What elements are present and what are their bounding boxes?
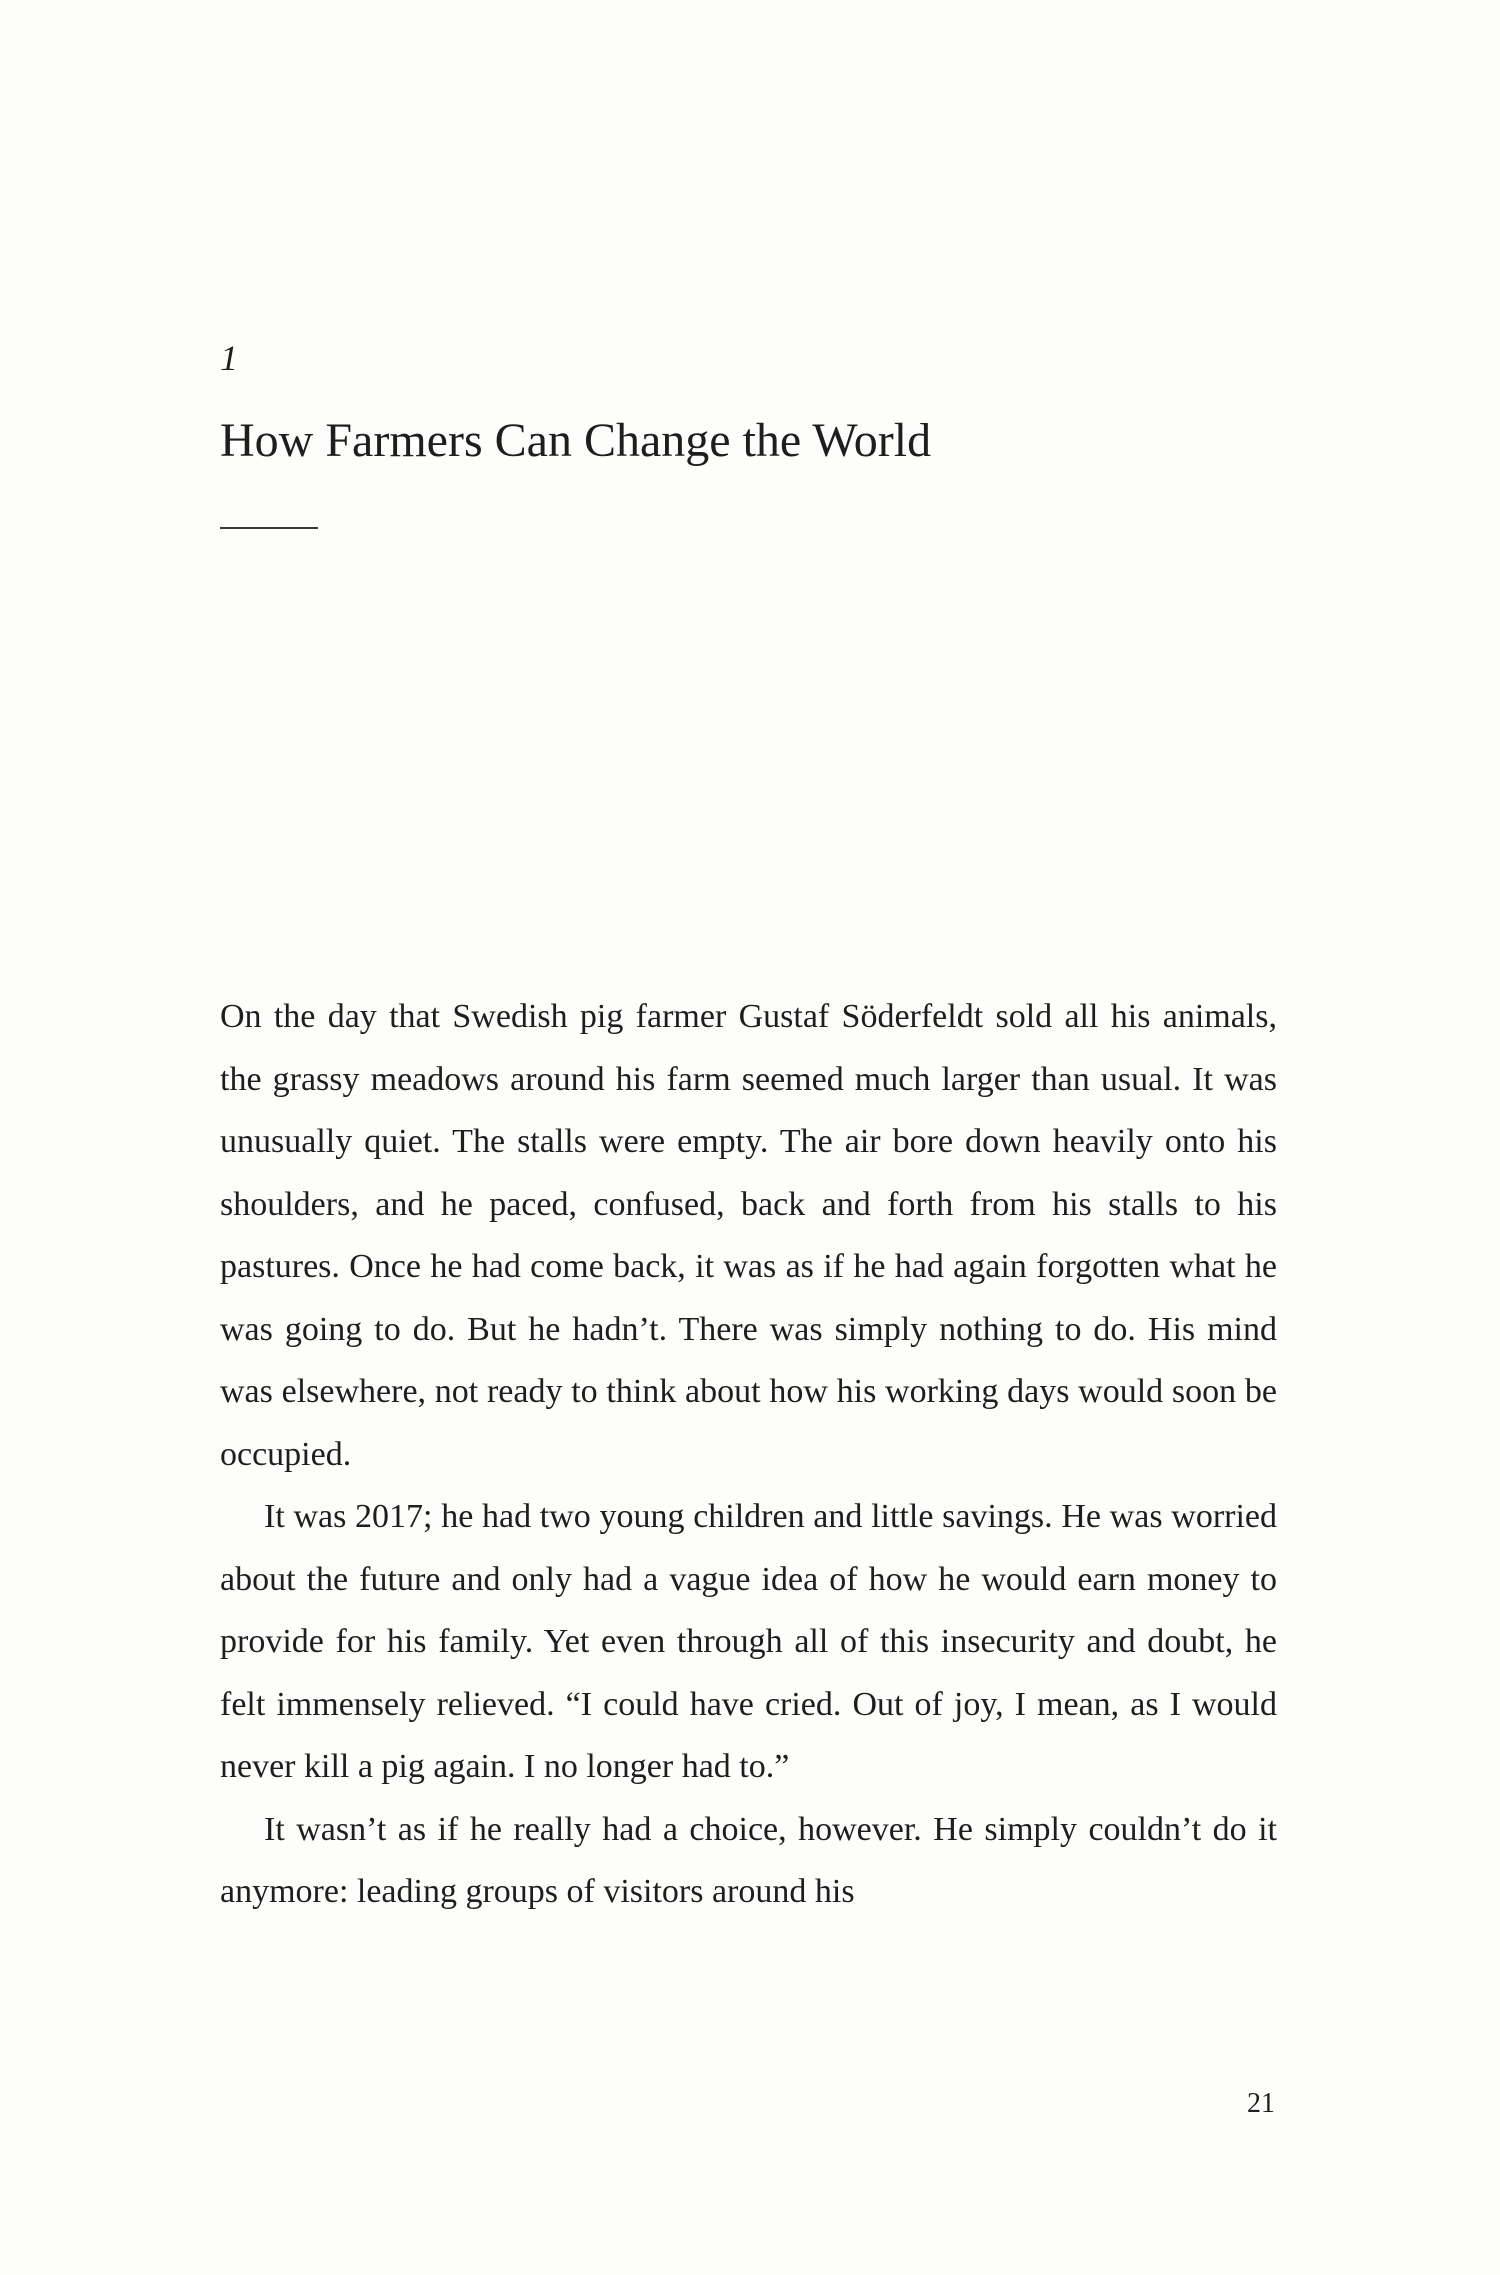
chapter-number: 1 [220,338,238,378]
page-number: 21 [1247,2088,1275,2119]
chapter-body [220,986,1277,1924]
paragraph: It was 2017; he had two young children and little savings. He was worried about the future and only had a vague idea of how he would earn money to provide for his family. Yet even through all of this insecurity and doubt, he felt immensely relieved. “I could have cried. Out of joy, I mean, as I would never kill a pig again. I no longer had to.” [220,1498,1277,1785]
paragraph: It wasn’t as if he really had a choice, however. He simply couldn’t do it anymore: leading groups of visitors around his [220,1810,1277,1910]
title-divider [220,527,318,529]
chapter-title: How Farmers Can Change the World [220,414,932,467]
paragraph: On the day that Swedish pig farmer Gustaf Söderfeldt sold all his animals, the grassy meadows around his farm seemed much larger than usual. It was unusually quiet. The stalls were empty. The air bore down heavily onto his shoulders, and he paced, confused, back and forth from his stalls to his pastures. Once he had come back, it was as if he had again forgotten what he was going to do. But he hadn’t. There was simply nothing to do. His mind was elsewhere, not ready to think about how his working days would soon be occupied. [220,998,1277,1473]
